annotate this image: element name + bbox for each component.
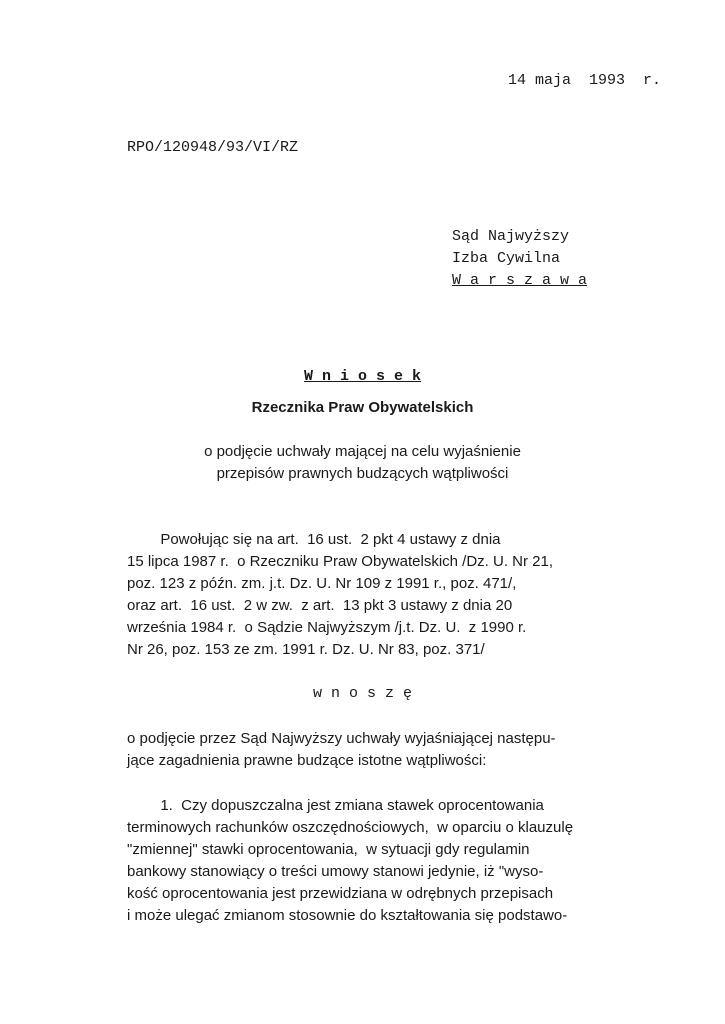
document-heading: W n i o s e k	[303, 368, 422, 385]
paragraph-line: Nr 26, poz. 153 ze zm. 1991 r. Dz. U. Nr 83, poz. 371/	[127, 641, 485, 658]
addressee-court: Sąd Najwyższy	[452, 228, 570, 245]
request-word: w n o s z ę	[312, 685, 413, 702]
paragraph-line: 15 lipca 1987 r. o Rzeczniku Praw Obywatelskich /Dz. U. Nr 21,	[127, 553, 554, 570]
document-subheading: Rzecznika Praw Obywatelskich	[251, 399, 474, 416]
paragraph-line: oraz art. 16 ust. 2 w zw. z art. 13 pkt 3 ustawy z dnia 20	[127, 597, 513, 614]
paragraph-line: września 1984 r. o Sądzie Najwyższym /j.t. Dz. U. z 1990 r.	[127, 619, 527, 636]
purpose-line-2: przepisów prawnych budzących wątpliwości	[216, 465, 509, 482]
paragraph-line: i może ulegać zmianom stosownie do kształtowania się podstawo-	[127, 907, 568, 924]
paragraph-line: 1. Czy dopuszczalna jest zmiana stawek oprocentowania	[127, 797, 544, 814]
paragraph-line: Powołując się na art. 16 ust. 2 pkt 4 ustawy z dnia	[127, 531, 501, 548]
paragraph-line: poz. 123 z późn. zm. j.t. Dz. U. Nr 109 z 1991 r., poz. 471/,	[127, 575, 517, 592]
addressee-city: W a r s z a w a	[452, 272, 588, 289]
paragraph-line: "zmiennej" stawki oprocentowania, w sytuacji gdy regulamin	[127, 841, 530, 858]
paragraph-line: bankowy stanowiący o treści umowy stanowi jedynie, iż "wyso-	[127, 863, 544, 880]
document-date: 14 maja 1993 r.	[508, 72, 662, 89]
purpose-line-1: o podjęcie uchwały mającej na celu wyjaśnienie	[204, 443, 521, 460]
reference-number: RPO/120948/93/VI/RZ	[127, 139, 299, 156]
paragraph-line: terminowych rachunków oszczędnościowych, w oparciu o klauzulę	[127, 819, 574, 836]
paragraph-line: jące zagadnienia prawne budzące istotne wątpliwości:	[127, 752, 487, 769]
paragraph-line: o podjęcie przez Sąd Najwyższy uchwały wyjaśniającej następu-	[127, 730, 556, 747]
addressee-chamber: Izba Cywilna	[452, 250, 561, 267]
paragraph-line: kość oprocentowania jest przewidziana w odrębnych przepisach	[127, 885, 554, 902]
